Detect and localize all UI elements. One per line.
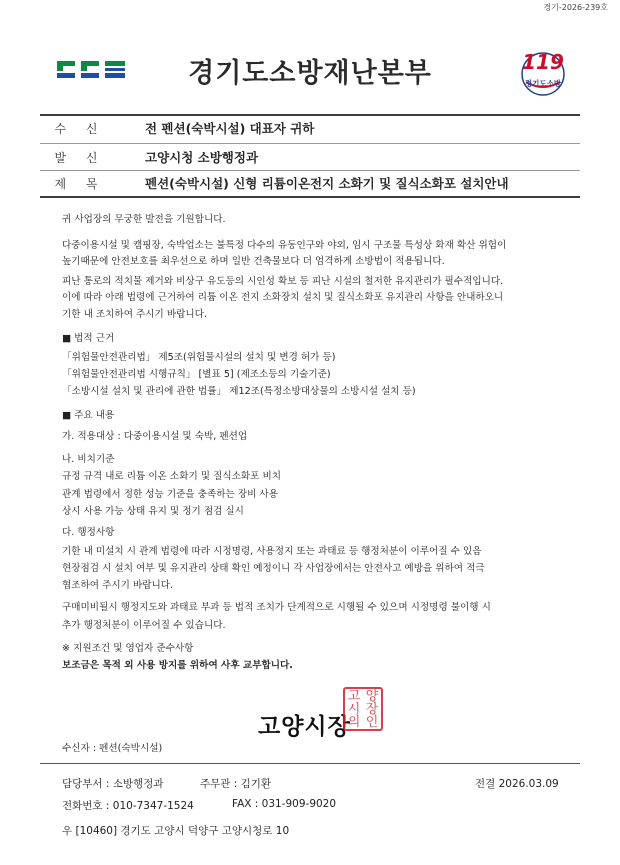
from-value: 고양시청 소방행정과 [145,150,259,165]
paragraph-line: 기한 내 조치하여 주시기 바랍니다. [62,309,207,320]
content-item: 현장점검 시 설치 여부 및 유지관리 상태 확인 예정이니 각 사업장에서는 안전사고 예방을 위하여 적극 [62,563,485,574]
document-number: 경기-2026-239호 [543,3,608,12]
seal-char: 고 [347,688,361,704]
footer-address: 우 [10460] 경기도 고양시 덕양구 고양시청로 10 [62,825,290,837]
footer-approval-date: 전결 2026.03.09 [475,778,559,790]
paragraph-line: 높기때문에 안전보호를 최우선으로 하며 일반 건축물보다 더 엄격하게 소방법이 적용됩니다. [62,256,445,267]
header-row-subject [40,171,580,195]
content-item: 관계 법령에서 정한 성능 기준을 충족하는 장비 사용 [62,489,278,500]
paragraph-line: 피난 통로의 적치물 제거와 비상구 유도등의 시인성 확보 등 피난 시설의 철저한 유지관리가 필수적입니다. [62,276,504,287]
content-item: 다. 행정사항 [62,527,115,538]
organization-title: 경기도소방재난본부 [188,58,432,89]
note-heading: ※ 지원조건 및 영업자 준수사항 [62,643,194,654]
legal-basis-item: 「소방시설 설치 및 관리에 관한 법률」 제12조(특정소방대상물의 소방시설 설치 등) [62,386,416,397]
badge-number: 119 [522,50,564,74]
subject-label: 제 목 [54,176,106,191]
badge-text: 경기도소방 [524,79,562,88]
section-heading-main: ■ 주요 내용 [62,410,115,421]
section-heading-legal: ■ 법적 근거 [62,333,115,344]
to-label: 수 신 [54,121,106,136]
content-item: 기한 내 미설치 시 관계 법령에 따라 시정명령, 사용정지 또는 과태료 등 행정처분이 이루어질 수 있음 [62,546,482,557]
greeting: 귀 사업장의 무궁한 발전을 기원합니다. [62,214,226,225]
official-seal-icon [343,687,383,731]
recipient: 수신자 : 펜션(숙박시설) [62,743,163,754]
legal-basis-item: 「위험물안전관리법 시행규칙」 [별표 5] (제조소등의 기술기준) [62,369,331,380]
footer-fax: FAX : 031-909-9020 [232,798,337,810]
content-item: 추가 행정처분이 이루어질 수 있습니다. [62,620,226,631]
footer-rule [40,763,580,764]
paragraph-line: 다중이용시설 및 캠핑장, 숙박업소는 불특정 다수의 유동인구와 야외, 임시 구조물 특성상 화재 확산 위험이 [62,240,507,251]
seal-char: 양 [365,688,379,704]
content-item: 규정 규격 내로 리튬 이온 소화기 및 질식소화포 비치 [62,471,282,482]
content-item: 협조하여 주시기 바랍니다. [62,580,174,591]
header-bottom-rule [40,196,580,198]
seal-char: 시 [347,701,361,717]
paragraph-line: 이에 따라 아래 법령에 근거하여 리튬 이온 전지 소화장치 설치 및 질식소화포 유지관리 사항을 안내하오니 [62,292,504,303]
to-value: 전 펜션(숙박시설) 대표자 귀하 [145,121,315,136]
subject-value: 펜션(숙박시설) 신형 리튬이온전지 소화기 및 질식소화포 설치안내 [145,176,509,191]
seal-char: 의 [347,714,361,730]
content-item: 나. 비치기준 [62,454,115,465]
header-divider [40,143,580,144]
content-item: 상시 사용 가능 상태 유지 및 정기 점검 실시 [62,506,244,517]
header-row-from [40,145,580,169]
header-row-to [40,116,580,140]
note-line: 보조금은 목적 외 사용 방지를 위하여 사후 교부합니다. [62,660,293,671]
footer-officer: 주무관 : 김기환 [200,778,272,790]
legal-basis-item: 「위험물안전관리법」 제5조(위험물시설의 설치 및 변경 허가 등) [62,352,336,363]
seal-char: 장 [365,701,379,717]
seal-char: 인 [365,714,379,730]
content-item: 가. 적용대상 : 다중이용시설 및 숙박, 펜션업 [62,431,248,442]
content-item: 구매미비될시 행정지도와 과태료 부과 등 법적 조치가 단계적으로 시행될 수 있으며 시정명령 불이행 시 [62,602,491,613]
from-label: 발 신 [54,150,106,165]
footer-phone: 전화번호 : 010-7347-1524 [62,800,194,812]
mayor-signature: 고양시장 [258,714,351,740]
footer-department: 담당부서 : 소방행정과 [62,778,164,790]
